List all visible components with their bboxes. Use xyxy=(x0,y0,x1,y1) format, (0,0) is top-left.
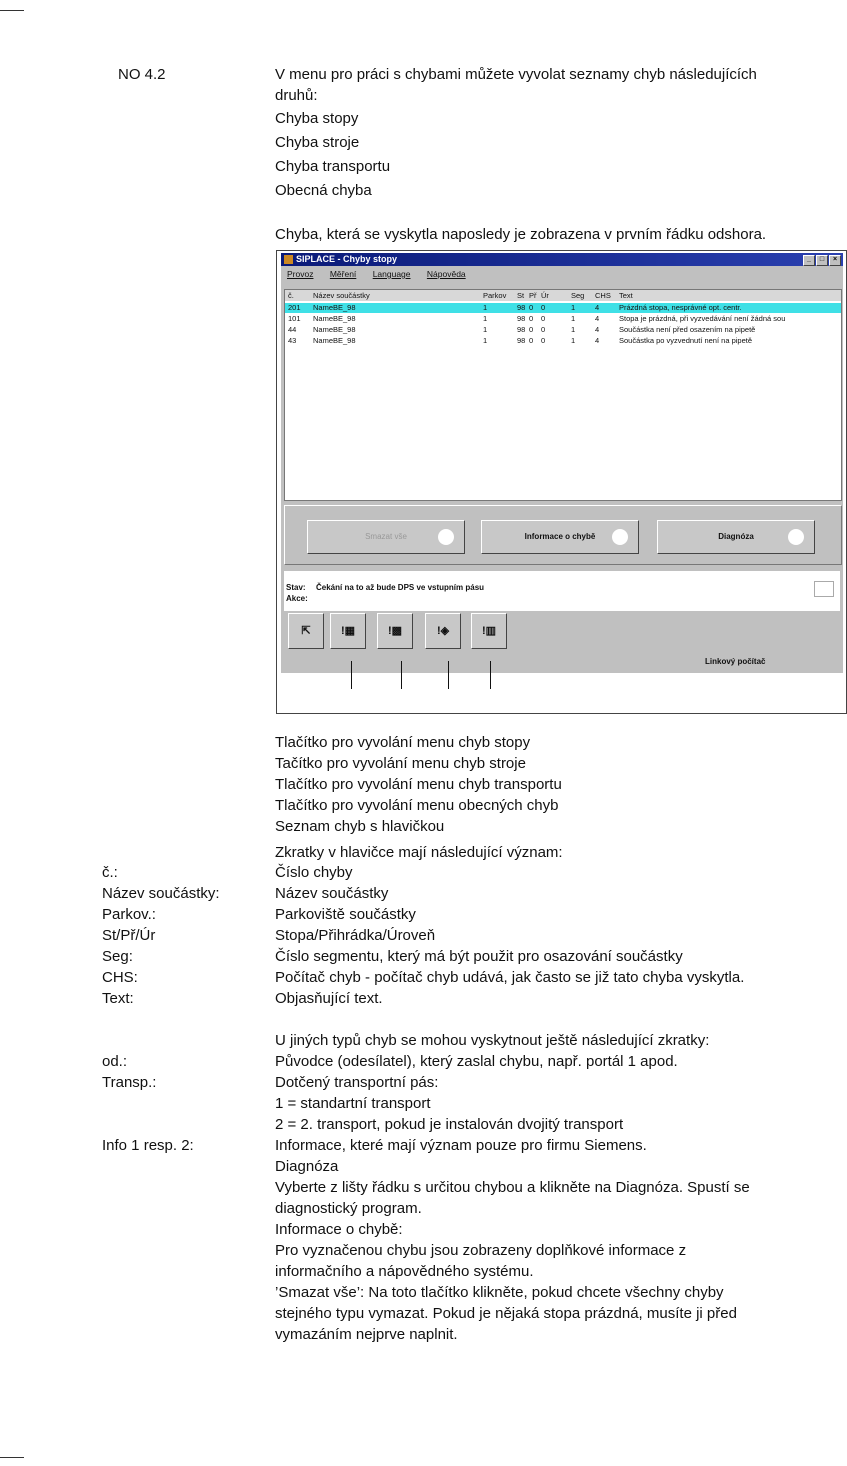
pointer-tool-icon[interactable]: ⇱ xyxy=(288,613,324,649)
info-line: vymazáním nejprve naplnit. xyxy=(275,1326,458,1343)
callout-line xyxy=(490,661,491,689)
info-line: stejného typu vymazat. Pokud je nějaká stopa prázdná, musíte ji před xyxy=(275,1305,737,1322)
bottom-rule xyxy=(0,1457,24,1458)
cell-no: 44 xyxy=(288,325,297,334)
cell-no: 101 xyxy=(288,314,301,323)
cell-park: 1 xyxy=(483,303,488,312)
cell-pr: 0 xyxy=(529,303,534,312)
app-icon xyxy=(284,255,293,264)
abbrev-label: Název součástky: xyxy=(102,885,220,902)
button-explain-5: Seznam chyb s hlavičkou xyxy=(275,818,445,835)
error-info-button[interactable] xyxy=(481,520,639,554)
info-line: Diagnóza xyxy=(275,1158,339,1175)
info-label: Info 1 resp. 2: xyxy=(102,1137,194,1154)
button-explain-3: Tlačítko pro vyvolání menu chyb transportu xyxy=(275,776,562,793)
menu-mereni[interactable]: Měření xyxy=(329,269,357,279)
minimize-icon[interactable]: _ xyxy=(803,255,815,266)
col-chs[interactable]: CHS xyxy=(595,291,611,300)
other-intro: U jiných typů chyb se mohou vyskytnout ještě následující zkratky: xyxy=(275,1032,710,1049)
table-row[interactable] xyxy=(285,336,841,346)
info-line: informačního a nápovědného systému. xyxy=(275,1263,534,1280)
transport-errors-icon[interactable]: !◈ xyxy=(425,613,461,649)
cell-pr: 0 xyxy=(529,314,534,323)
callout-line xyxy=(401,661,402,689)
cell-name: NameBE_98 xyxy=(313,314,356,323)
delete-all-label: Smazat vše xyxy=(365,532,407,541)
cell-chs: 4 xyxy=(595,325,600,334)
abbrev-desc: Počítač chyb - počítač chyb udává, jak často se již tato chyba vyskytla. xyxy=(275,969,745,986)
cell-st: 98 xyxy=(517,303,526,312)
cell-seg: 1 xyxy=(571,336,576,345)
col-park[interactable]: Parkov xyxy=(483,291,507,300)
cell-pr: 0 xyxy=(529,336,534,345)
dot-icon xyxy=(612,529,628,545)
cell-no: 201 xyxy=(288,303,301,312)
info-line: Pro vyznačenou chybu jsou zobrazeny doplňkové informace z xyxy=(275,1242,687,1259)
col-st[interactable]: St xyxy=(517,291,525,300)
info-line: ’Smazat vše’: Na toto tlačítko klikněte, pokud chcete všechny chyby xyxy=(275,1284,724,1301)
cell-ur: 0 xyxy=(541,314,546,323)
mail-icon xyxy=(814,581,834,597)
list-header xyxy=(285,290,841,301)
error-info-label: Informace o chybě xyxy=(524,532,596,541)
window-title: SIPLACE - Chyby stopy xyxy=(296,254,398,264)
table-row[interactable] xyxy=(285,325,841,335)
button-explain-2: Tačítko pro vyvolání menu chyb stroje xyxy=(275,755,526,772)
error-type-general: Obecná chyba xyxy=(275,182,372,199)
menubar xyxy=(281,267,843,281)
abbrev-desc: Stopa/Přihrádka/Úroveň xyxy=(275,927,436,944)
cell-text: Stopa je prázdná, při vyzvedávání není žádná sou xyxy=(619,314,786,323)
abbrev-desc: Číslo chyby xyxy=(275,864,353,881)
intro-line-1: V menu pro práci s chybami můžete vyvolat seznamy chyb následujících xyxy=(275,66,757,83)
abbrev-label: Text: xyxy=(102,990,134,1007)
col-name[interactable]: Název součástky xyxy=(313,291,370,300)
dot-icon xyxy=(788,529,804,545)
cell-st: 98 xyxy=(517,336,526,345)
table-row[interactable] xyxy=(285,314,841,324)
abbrev-label: č.: xyxy=(102,864,118,881)
cell-ur: 0 xyxy=(541,336,546,345)
cell-st: 98 xyxy=(517,314,526,323)
error-type-track: Chyba stopy xyxy=(275,110,359,127)
cell-park: 1 xyxy=(483,325,488,334)
abbrev-desc: Číslo segmentu, který má být použit pro osazování součástky xyxy=(275,948,683,965)
window-titlebar xyxy=(281,253,843,266)
delete-all-button[interactable] xyxy=(307,520,465,554)
cell-name: NameBE_98 xyxy=(313,336,356,345)
info-line: diagnostický program. xyxy=(275,1200,422,1217)
info-line: Vyberte z lišty řádku s určitou chybou a klikněte na Diagnóza. Spustí se xyxy=(275,1179,750,1196)
transp-line: 2 = 2. transport, pokud je instalován dvojitý transport xyxy=(275,1116,624,1133)
status-bar xyxy=(281,655,843,671)
abbrev-desc: Název součástky xyxy=(275,885,389,902)
info-line: Informace, které mají význam pouze pro firmu Siemens. xyxy=(275,1137,647,1154)
abbrev-label: Seg: xyxy=(102,948,133,965)
error-type-transport: Chyba transportu xyxy=(275,158,391,175)
cell-ur: 0 xyxy=(541,325,546,334)
transp-line: Dotčený transportní pás: xyxy=(275,1074,439,1091)
info-line: Informace o chybě: xyxy=(275,1221,403,1238)
menu-provoz[interactable]: Provoz xyxy=(287,269,314,279)
menu-napoveda[interactable]: Nápověda xyxy=(426,269,466,279)
table-row[interactable] xyxy=(285,303,841,313)
od-label: od.: xyxy=(102,1053,128,1070)
cell-name: NameBE_98 xyxy=(313,325,356,334)
track-errors-icon[interactable]: !▦ xyxy=(330,613,366,649)
status-label: Stav: xyxy=(286,583,306,592)
button-explain-1: Tlačítko pro vyvolání menu chyb stopy xyxy=(275,734,531,751)
col-text[interactable]: Text xyxy=(619,291,633,300)
callout-line xyxy=(351,661,352,689)
cell-seg: 1 xyxy=(571,303,576,312)
close-icon[interactable]: × xyxy=(829,255,841,266)
diagnosis-button[interactable] xyxy=(657,520,815,554)
cell-chs: 4 xyxy=(595,336,600,345)
button-panel xyxy=(284,505,842,565)
cell-st: 98 xyxy=(517,325,526,334)
abbrev-label: Parkov.: xyxy=(102,906,156,923)
cell-park: 1 xyxy=(483,336,488,345)
screenshot-frame xyxy=(276,250,847,714)
cell-text: Součástka po vyzvednutí není na pipetě xyxy=(619,336,753,345)
abbrev-intro: Zkratky v hlavičce mají následující význam: xyxy=(275,844,563,861)
statusbar-right: Linkový počítač xyxy=(705,657,766,666)
error-type-machine: Chyba stroje xyxy=(275,134,360,151)
top-rule xyxy=(0,10,24,11)
status-text: Čekání na to až bude DPS ve vstupním pásu xyxy=(316,583,485,592)
general-errors-icon[interactable]: !▥ xyxy=(471,613,507,649)
diagnosis-label: Diagnóza xyxy=(718,532,754,541)
callout-line xyxy=(448,661,449,689)
cell-no: 43 xyxy=(288,336,297,345)
cell-pr: 0 xyxy=(529,325,534,334)
button-explain-4: Tlačítko pro vyvolání menu obecných chyb xyxy=(275,797,559,814)
od-desc: Původce (odesílatel), který zaslal chybu, např. portál 1 apod. xyxy=(275,1053,678,1070)
col-pr[interactable]: Př xyxy=(529,291,537,300)
transp-line: 1 = standartní transport xyxy=(275,1095,431,1112)
dot-icon xyxy=(438,529,454,545)
error-list[interactable] xyxy=(284,289,842,501)
maximize-icon[interactable]: □ xyxy=(816,255,828,266)
abbrev-label: CHS: xyxy=(102,969,138,986)
cell-text: Součástka není před osazením na pipetě xyxy=(619,325,756,334)
cell-seg: 1 xyxy=(571,314,576,323)
cell-name: NameBE_98 xyxy=(313,303,356,312)
cell-text: Prázdná stopa, nesprávné opt. centr. xyxy=(619,303,742,312)
cell-chs: 4 xyxy=(595,303,600,312)
cell-chs: 4 xyxy=(595,314,600,323)
abbrev-desc: Objasňující text. xyxy=(275,990,383,1007)
col-seg[interactable]: Seg xyxy=(571,291,585,300)
cell-ur: 0 xyxy=(541,303,546,312)
status-area xyxy=(284,571,840,611)
abbrev-label: St/Př/Úr xyxy=(102,927,156,944)
cell-park: 1 xyxy=(483,314,488,323)
menu-language[interactable]: Language xyxy=(372,269,411,279)
siplace-window xyxy=(281,253,843,673)
intro-line-2: druhů: xyxy=(275,87,318,104)
col-no[interactable]: č. xyxy=(288,291,294,300)
cell-seg: 1 xyxy=(571,325,576,334)
last-error-note: Chyba, která se vyskytla naposledy je zobrazena v prvním řádku odshora. xyxy=(275,226,767,243)
action-label: Akce: xyxy=(286,594,308,603)
section-number: NO 4.2 xyxy=(118,66,166,83)
machine-errors-icon[interactable]: !▩ xyxy=(377,613,413,649)
col-ur[interactable]: Úr xyxy=(541,291,549,300)
transp-label: Transp.: xyxy=(102,1074,157,1091)
abbrev-desc: Parkoviště součástky xyxy=(275,906,416,923)
